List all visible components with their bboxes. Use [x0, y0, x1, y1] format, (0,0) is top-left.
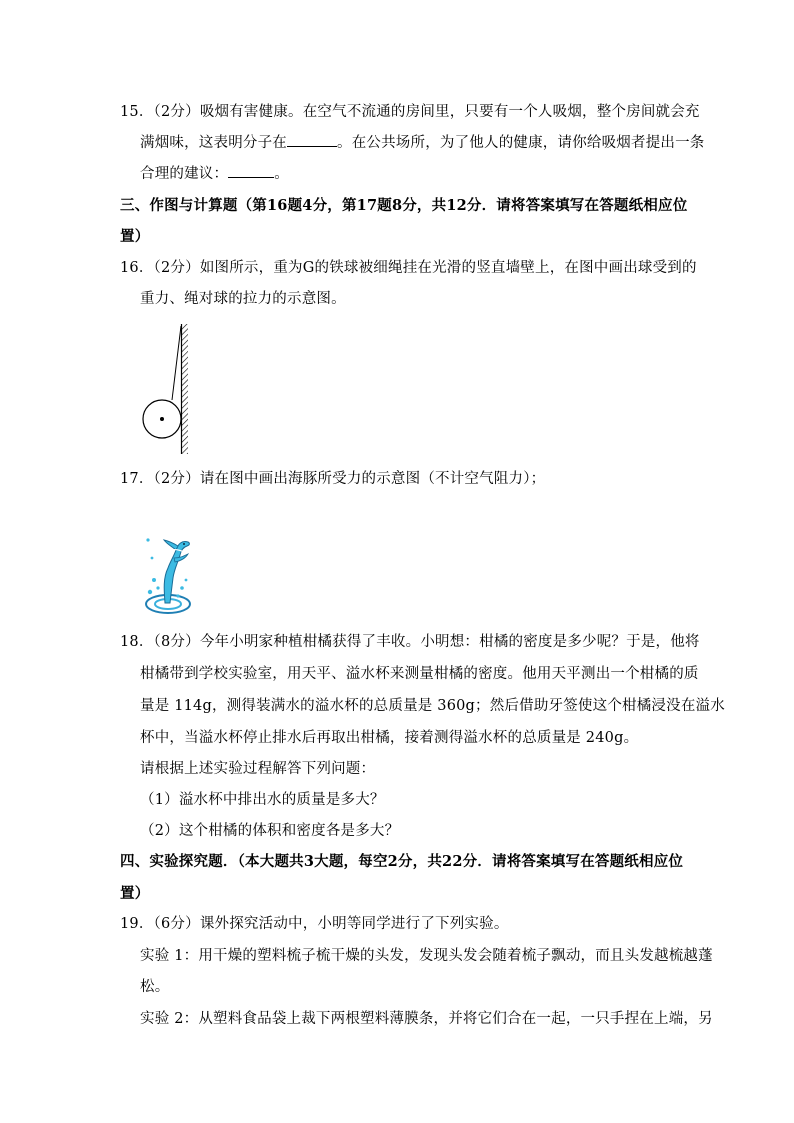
q15-text-a: 满烟味，这表明分子在	[140, 135, 287, 151]
dolphin-figure	[140, 528, 200, 620]
wall-hatching	[182, 324, 188, 454]
q16-line2: 重力、绳对球的拉力的示意图。	[140, 291, 346, 307]
water-splash	[148, 590, 152, 594]
q15-line2	[140, 133, 705, 153]
water-splash	[156, 586, 159, 589]
q17-line1: 17．（2分）请在图中画出海豚所受力的示意图（不计空气阻力）；	[120, 471, 546, 487]
dolphin-eye	[183, 543, 185, 545]
q19-exp1-line2: 松。	[140, 979, 170, 995]
q18-line4: 杯中，当溢水杯停止排水后再取出柑橘，接着测得溢水杯的总质量是 240g。	[140, 730, 639, 746]
q15-line1: 15．（2分）吸烟有害健康。在空气不流通的房间里，只要有一个人吸烟，整个房间就会充	[120, 104, 700, 120]
q15-blank-2[interactable]	[228, 164, 274, 178]
dolphin-fin	[164, 540, 178, 550]
water-splash	[151, 557, 154, 560]
q15-line3	[140, 164, 289, 184]
q18-line5: 请根据上述实验过程解答下列问题：	[140, 761, 376, 777]
water-splash	[180, 586, 184, 590]
q18-sub1: （1）溢水杯中排出水的质量是多大？	[140, 792, 385, 808]
q18-sub2: （2）这个柑橘的体积和密度各是多大？	[140, 823, 400, 839]
q18-line2: 柑橘带到学校实验室，用天平、溢水杯来测量柑橘的密度。他用天平测出一个柑橘的质	[140, 666, 699, 682]
q15-text-b: 。在公共场所，为了他人的健康，请你给吸烟者提出一条	[337, 135, 705, 151]
water-splash	[152, 578, 156, 582]
water-splash	[146, 538, 149, 541]
water-splash	[185, 579, 188, 582]
section4-heading-line2: 置）	[120, 885, 150, 902]
water-splash	[176, 594, 179, 597]
string	[172, 326, 181, 400]
q19-exp2-line1: 实验 2：从塑料食品袋上裁下两根塑料薄膜条，并将它们合在一起，一只手捏在上端，另	[140, 1011, 713, 1027]
q18-line1: 18．（8分）今年小明家种植柑橘获得了丰收。小明想：柑橘的密度是多少呢？于是，他将	[120, 634, 700, 650]
q15-blank-1[interactable]	[287, 133, 337, 147]
q18-line3: 量是 114g，测得装满水的溢水杯的总质量是 360g；然后借助牙签使这个柑橘浸没在溢水	[140, 698, 725, 714]
q19-line1: 19．（6分）课外探究活动中，小明等同学进行了下列实验。	[120, 916, 509, 932]
q16-line1: 16．（2分）如图所示，重为G的铁球被细绳挂在光滑的竖直墙壁上，在图中画出球受到的	[120, 260, 697, 276]
ball-center	[160, 417, 164, 421]
dolphin-body	[164, 541, 189, 603]
q15-text-d: 。	[274, 166, 289, 182]
q15-text-c: 合理的建议：	[140, 166, 229, 182]
section4-heading-line1: 四、实验探究题．（本大题共3大题，每空2分，共22分．请将答案填写在答题纸相应位	[120, 853, 684, 870]
section3-heading-line2: 置）	[120, 228, 150, 245]
section3-heading-line1: 三、作图与计算题（第16题4分，第17题8分，共12分．请将答案填写在答题纸相应位	[120, 197, 688, 214]
hanging-ball-figure	[136, 318, 206, 458]
q19-exp1-line1: 实验 1：用干燥的塑料梳子梳干燥的头发，发现头发会随着梳子飘动，而且头发越梳越蓬	[140, 948, 713, 964]
